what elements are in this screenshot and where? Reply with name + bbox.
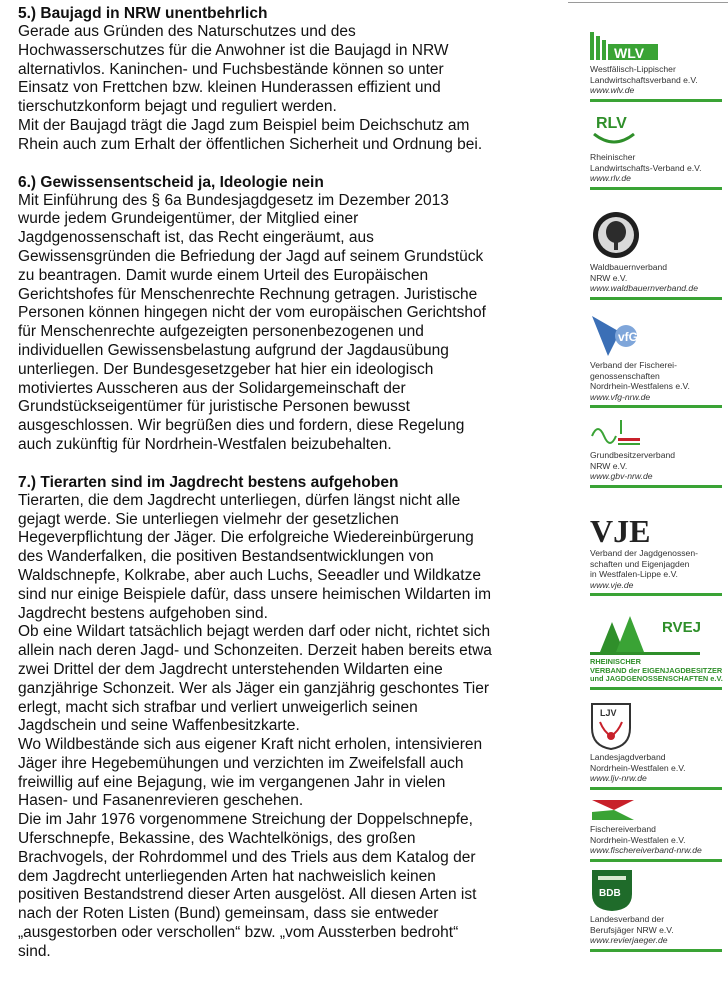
section-7 bbox=[18, 473, 548, 962]
divider bbox=[590, 593, 722, 596]
org-link[interactable]: www.ljv-nrw.de bbox=[590, 773, 647, 783]
divider bbox=[590, 859, 722, 862]
divider bbox=[590, 787, 722, 790]
section-6 bbox=[18, 173, 548, 455]
org-link[interactable]: www.rlv.de bbox=[590, 173, 631, 183]
divider bbox=[590, 187, 722, 190]
org-rlv bbox=[590, 110, 728, 190]
org-vje bbox=[590, 512, 728, 596]
org-waldbauernverband bbox=[590, 210, 728, 300]
org-ljv bbox=[590, 702, 728, 790]
org-vfg bbox=[590, 312, 728, 408]
svg-text:BDB: BDB bbox=[599, 888, 621, 899]
org-link[interactable]: www.gbv-nrw.de bbox=[590, 471, 653, 481]
org-link[interactable]: www.fischereiverband-nrw.de bbox=[590, 845, 702, 855]
divider bbox=[568, 2, 728, 3]
org-rvej bbox=[590, 612, 728, 690]
vje-logo-icon bbox=[590, 512, 650, 546]
org-caption: Westfälisch-Lippischer Landwirtschaftsverband e.V. bbox=[590, 64, 698, 85]
paragraph: Gerade aus Gründen des Naturschutzes und des Hochwasserschutzes für die Anwohner ist die Baujagd in NRW alternativlos. Kaninchen- und Fuchsbestände können so unter Einsatz von Frettchen bzw. kleinen Hunderassen effizient und tierschutzkonform bejagt und reguliert werden. bbox=[18, 23, 449, 116]
paragraph: Mit der Baujagd trägt die Jagd zum Beispiel beim Deichschutz am Rhein auch zum Erhalt der öffentlichen Sicherheit und Ordnung bei. bbox=[18, 116, 483, 153]
divider bbox=[590, 99, 722, 102]
section-5 bbox=[18, 4, 548, 155]
org-wlv bbox=[590, 30, 728, 102]
divider bbox=[590, 297, 722, 300]
org-caption: Verband der Fischerei- genossenschaften Nordrhein-Westfalens e.V. bbox=[590, 360, 690, 391]
org-fischereiverband bbox=[590, 798, 728, 862]
paragraph: Die im Jahr 1976 vorgenommene Streichung der Doppelschnepfe, Uferschnepfe, Bekassine, des Wachtelkönigs, des großen Brachvogels, der Rohrdommel und des Triels aus dem Katalog der dem Jagdrecht unterliegenden Arten hat nachweislich keinen positiven Bestandstrend dieser Arten ausgelöst. All diesen Arten ist nach der Roten Listen (Bund) gemeinsam, dass sie entweder „ausgestorben oder verschollen“ bzw. „vom Aussterben bedroht“ sind. bbox=[18, 811, 477, 960]
section-heading: 5.) Baujagd in NRW unentbehrlich bbox=[18, 5, 268, 22]
svg-text:RLV: RLV bbox=[596, 115, 627, 132]
member-organisations-sidebar bbox=[568, 0, 728, 996]
section-heading: 6.) Gewissensentscheid ja, Ideologie nein bbox=[18, 173, 324, 191]
paragraph: Ob eine Wildart tatsächlich bejagt werden darf oder nicht, richtet sich allein nach deren Jagd- und Schonzeiten. Derzeit haben bereits etwa zwei Drittel der dem Jagdrecht unterstehenden Wildarten eine ganzjährige Schonzeit. Wer als Jäger ein ganzjährig geschontes Tier erlegt, macht sich strafbar und verliert unweigerlich seinen Jagdschein und seine Waffenbesitzkarte. bbox=[18, 623, 492, 735]
paragraph: Mit Einführung des § 6a Bundesjagdgesetz im Dezember 2013 wurde jedem Grundeigentümer, der Mitglied einer Jagdgenossenschaft ist, das Recht eingeräumt, aus Gewissensgründen die Befriedung der Jagd auf seinem Grundstück zu beantragen. Damit wurde einem Urteil des Europäischen Gerichtshofes für Menschenrechte Rechnung getragen. Juristische Personen können hingegen nicht der vom europäischen Gerichtshof für Menschenrechte aufgezeigten personenbezogenen und individuellen Gewissensbelastung aufgrund der Jagdausübung unterliegen. Der Bundesgesetzgeber hat hier ein ideologisch motiviertes Ausscheren aus der Solidargemeinschaft der Grundstückseigentümer für juristische Personen bewusst ausgeschlossen. Wir begrüßen dies und fordern, diese Regelung auch zukünftig für Nordrhein-Westfalen beizubehalten. bbox=[18, 191, 486, 453]
org-caption: Landesverband der Berufsjäger NRW e.V. bbox=[590, 914, 674, 935]
rlv-logo-icon bbox=[590, 110, 640, 150]
org-link[interactable]: www.vfg-nrw.de bbox=[590, 391, 651, 402]
divider bbox=[590, 949, 722, 952]
org-caption: RHEINISCHER VERBAND der EIGENJAGDBESITZER und JAGDGENOSSENSCHAFTEN e.V. bbox=[590, 657, 723, 684]
divider bbox=[590, 405, 722, 408]
org-grundbesitzerverband bbox=[590, 418, 728, 488]
tree-emblem-icon bbox=[590, 210, 642, 260]
svg-text:WLV: WLV bbox=[614, 45, 645, 61]
org-caption: Landesjagdverband Nordrhein-Westfalen e.V. bbox=[590, 752, 686, 773]
org-caption: Verband der Jagdgenossen- schaften und Eigenjagden in Westfalen-Lippe e.V. bbox=[590, 548, 698, 579]
org-caption: Grundbesitzerverband NRW e.V. bbox=[590, 450, 676, 471]
org-caption: Fischereiverband Nordrhein-Westfalen e.V. bbox=[590, 824, 686, 845]
svg-text:VJE: VJE bbox=[590, 513, 650, 546]
org-caption: Rheinischer Landwirtschafts-Verband e.V. bbox=[590, 152, 702, 173]
org-link[interactable]: www.vje.de bbox=[590, 579, 634, 590]
svg-text:RVEJ: RVEJ bbox=[662, 619, 701, 636]
vfg-logo-icon bbox=[590, 312, 640, 358]
ljv-shield-icon bbox=[590, 702, 632, 750]
org-berufsjaeger bbox=[590, 868, 728, 952]
divider bbox=[590, 687, 722, 690]
section-heading: 7.) Tierarten sind im Jagdrecht bestens aufgehoben bbox=[18, 473, 399, 491]
paragraph: Wo Wildbestände sich aus eigener Kraft nicht erholen, intensivieren Jäger ihre Hegebemühungen und verzichten im Zweifelsfall auch freiwillig auf eine Bejagung, wie im vergangenen Jahr in vielen Hasen- und Fasanenrevieren geschehen. bbox=[18, 736, 483, 810]
org-caption: Waldbauernverband NRW e.V. bbox=[590, 262, 668, 283]
svg-text:vfG: vfG bbox=[618, 330, 639, 344]
wlv-logo-icon bbox=[590, 30, 660, 62]
svg-text:LJV: LJV bbox=[600, 708, 617, 718]
gbv-logo-icon bbox=[590, 418, 642, 448]
org-link[interactable]: www.revierjaeger.de bbox=[590, 935, 668, 945]
paragraph: Tierarten, die dem Jagdrecht unterliegen, dürfen längst nicht alle gejagt werde. Sie unterliegen vielmehr der gesetzlichen Hegeverpflichtung der Jäger. Die erfolgreiche Wiedereinbürgerung des Wanderfalken, die positiven Bestandsentwicklungen von Waldschnepfe, Kolkrabe, aber auch Luchs, Seeadler und Wildkatze sind nur einige Beispiele dafür, dass unsere heimischen Wildarten im Jagdrecht bestens aufgehoben sind. bbox=[18, 491, 491, 622]
org-link[interactable]: www.wlv.de bbox=[590, 85, 635, 95]
org-link[interactable]: www.waldbauernverband.de bbox=[590, 283, 698, 293]
bdb-shield-icon bbox=[590, 868, 634, 912]
fish-flag-icon bbox=[590, 798, 638, 822]
rvej-logo-icon bbox=[590, 612, 710, 656]
divider bbox=[590, 485, 722, 488]
article-body bbox=[18, 4, 548, 980]
